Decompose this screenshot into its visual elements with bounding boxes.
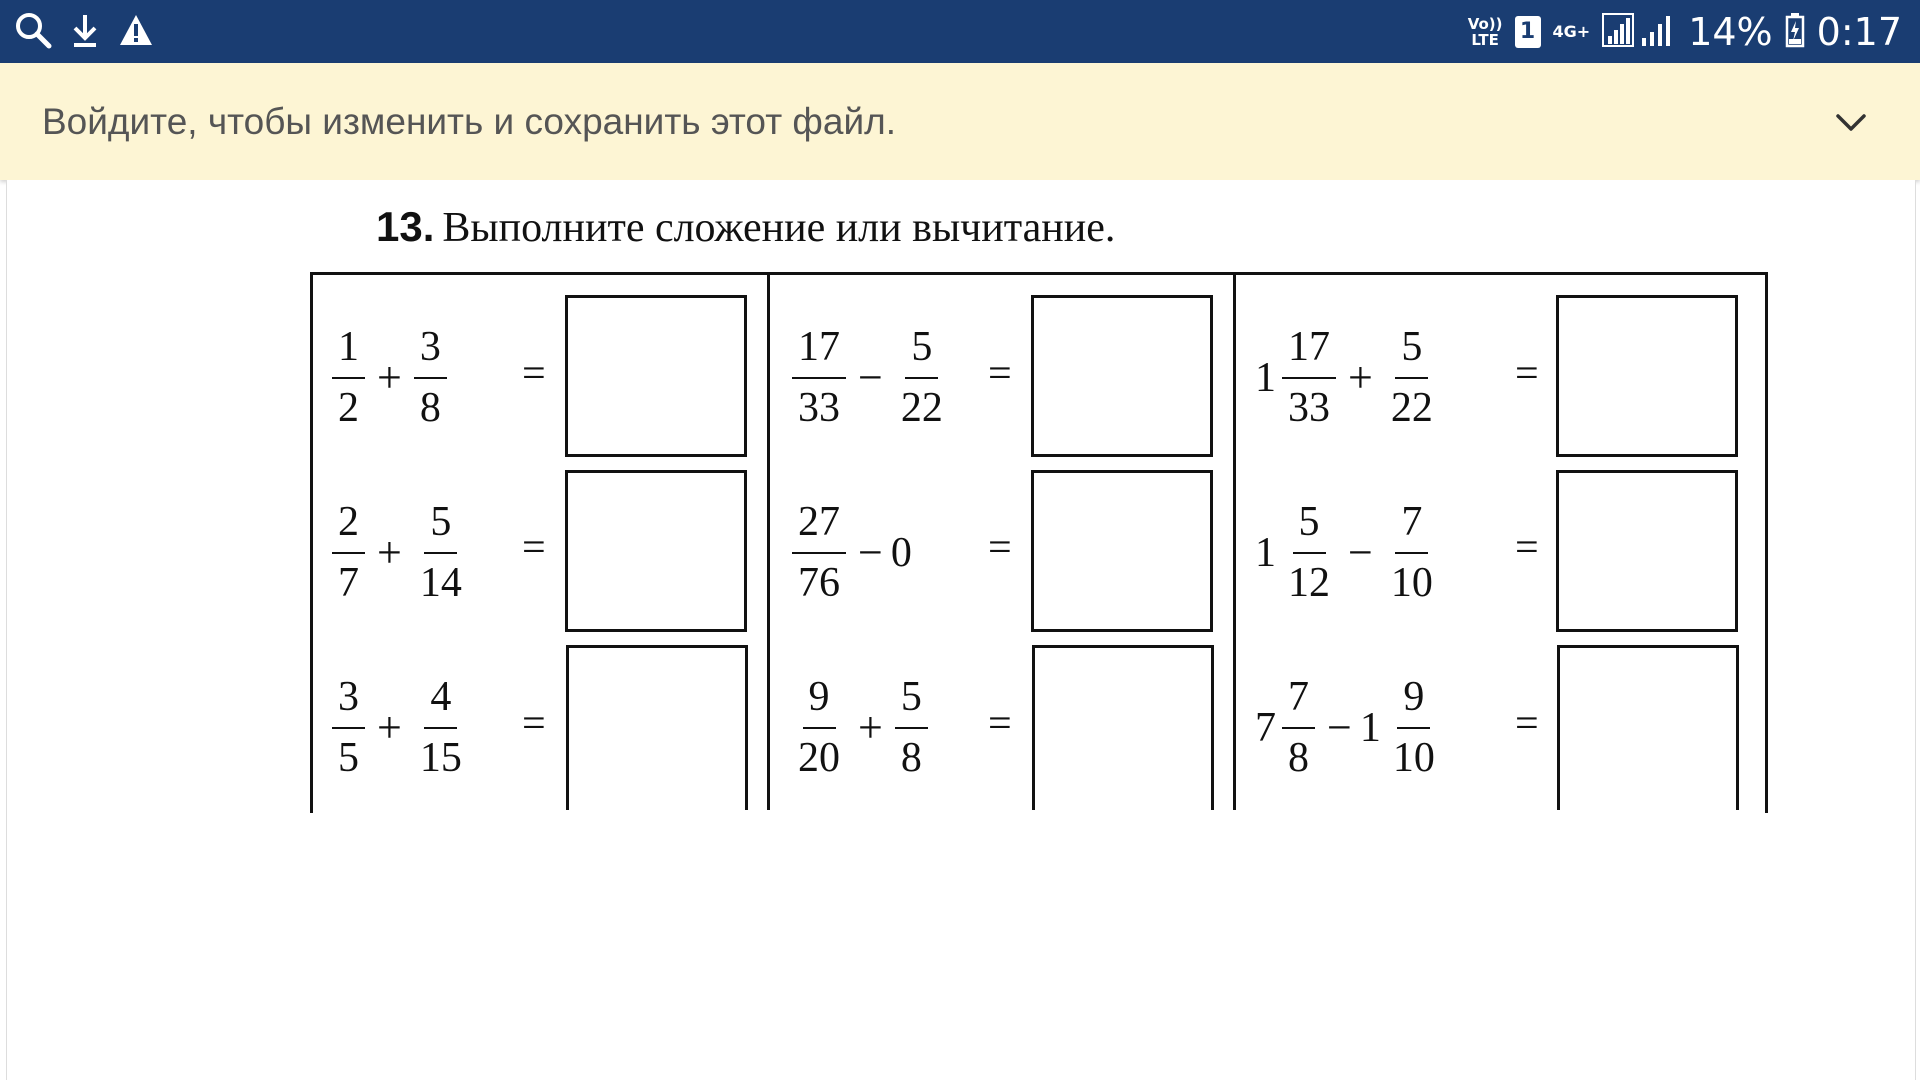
equals-sign: =	[522, 351, 546, 397]
status-bar	[0, 0, 1920, 63]
battery-icon	[1785, 12, 1805, 52]
answer-box-r2c3[interactable]	[1556, 470, 1738, 632]
equals-sign: =	[1515, 351, 1539, 397]
signal-icon	[1602, 12, 1676, 52]
task-title: Выполните сложение или вычитание.	[442, 205, 1116, 251]
answer-box-r2c1[interactable]	[565, 470, 747, 632]
sign-in-banner[interactable]	[0, 63, 1920, 180]
volte-indicator: Vo)) LTE	[1467, 14, 1503, 49]
equals-sign: =	[1515, 701, 1539, 747]
banner-message: Войдите, чтобы изменить и сохранить этот файл.	[42, 101, 896, 142]
clock: 0:17	[1816, 9, 1902, 54]
answer-box-r2c2[interactable]	[1031, 470, 1213, 632]
problem-r2c2: $\frac{27}{76}$ − 0	[788, 465, 912, 640]
problem-r1c2: $\frac{17}{33}$ − $\frac{5}{22}$	[788, 290, 953, 465]
network-type: 4G+	[1552, 21, 1591, 41]
answer-box-r1c1[interactable]	[565, 295, 747, 457]
problem-r1c1: $\frac{1}{2}$ + $\frac{3}{8}$	[328, 290, 451, 465]
warning-icon	[118, 13, 154, 51]
equals-sign: =	[522, 701, 546, 747]
column-divider	[1233, 272, 1236, 810]
answer-box-r3c2[interactable]	[1032, 645, 1214, 810]
task-heading	[376, 203, 1115, 252]
answer-box-r1c2[interactable]	[1031, 295, 1213, 457]
equals-sign: =	[988, 351, 1012, 397]
sim-indicator: 1	[1515, 16, 1541, 48]
answer-box-r1c3[interactable]	[1556, 295, 1738, 457]
answer-box-r3c1[interactable]	[566, 645, 748, 810]
chevron-down-icon[interactable]	[1834, 105, 1868, 139]
search-icon[interactable]	[14, 11, 52, 53]
problem-r2c1: $\frac{2}{7}$ + $\frac{5}{14}$	[328, 465, 472, 640]
problem-r3c3: 7 $\frac{7}{8}$ − 1 $\frac{9}{10}$	[1255, 674, 1435, 781]
task-number: 13.	[376, 203, 435, 250]
download-icon	[70, 12, 100, 52]
problem-r3c2: $\frac{9}{20}$ + $\frac{5}{8}$	[788, 640, 932, 815]
problem-r2c3: 1 $\frac{5}{12}$ − $\frac{7}{10}$	[1255, 499, 1433, 606]
equals-sign: =	[522, 525, 546, 571]
column-divider	[767, 272, 770, 810]
battery-percent: 14%	[1688, 9, 1773, 54]
answer-box-r3c3[interactable]	[1557, 645, 1739, 810]
equals-sign: =	[1515, 525, 1539, 571]
equals-sign: =	[988, 701, 1012, 747]
problem-r1c3: 1 $\frac{17}{33}$ + $\frac{5}{22}$	[1255, 324, 1433, 431]
equals-sign: =	[988, 525, 1012, 571]
problem-r3c1: $\frac{3}{5}$ + $\frac{4}{15}$	[328, 640, 472, 815]
